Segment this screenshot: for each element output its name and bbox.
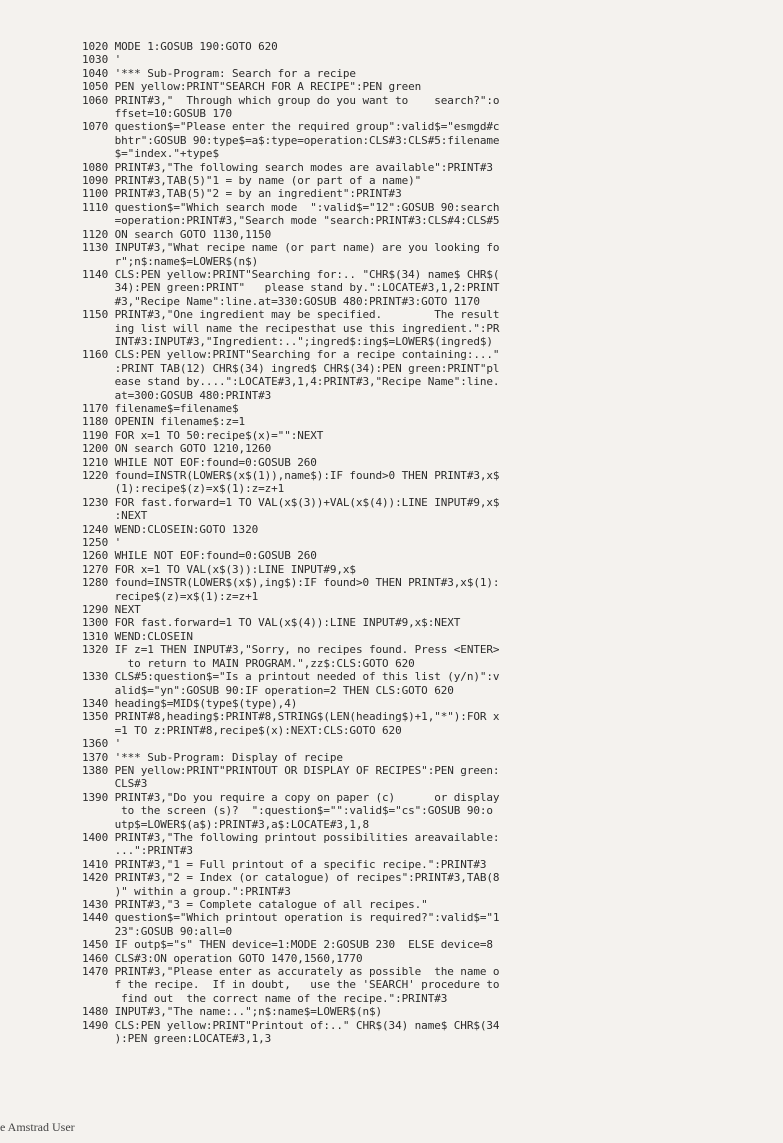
code-line: INT#3:INPUT#3,"Ingredient:..";ingred$:ing$=LOWER$(ingred$) <box>82 334 493 348</box>
code-line: 1460 CLS#3:ON operation GOTO 1470,1560,1770 <box>82 951 363 965</box>
code-line: 1380 PEN yellow:PRINT"PRINTOUT OR DISPLAY OF RECIPES":PEN green: <box>82 763 500 777</box>
code-line: ...":PRINT#3 <box>82 844 193 858</box>
code-line: f the recipe. If in doubt, use the 'SEARCH' procedure to <box>82 978 500 992</box>
code-line: =1 TO z:PRINT#8,recipe$(x):NEXT:CLS:GOTO 620 <box>82 723 402 737</box>
code-line: 1490 CLS:PEN yellow:PRINT"Printout of:.." CHR$(34) name$ CHR$(34 <box>82 1018 500 1032</box>
code-line: 1250 ' <box>82 536 122 550</box>
code-line: 23":GOSUB 90:all=0 <box>82 924 233 938</box>
code-line: 1140 CLS:PEN yellow:PRINT"Searching for:.. "CHR$(34) name$ CHR$( <box>82 267 500 281</box>
code-line: 1450 IF outp$="s" THEN device=1:MODE 2:GOSUB 230 ELSE device=8 <box>82 938 493 952</box>
code-line: 1270 FOR x=1 TO VAL(x$(3)):LINE INPUT#9,x$ <box>82 562 356 576</box>
code-line: 1080 PRINT#3,"The following search modes are available":PRINT#3 <box>82 160 493 174</box>
basic-program-listing <box>82 40 642 1045</box>
code-line: 1030 ' <box>82 53 122 67</box>
code-line: recipe$(z)=x$(1):z=z+1 <box>82 589 259 603</box>
code-line: 1260 WHILE NOT EOF:found=0:GOSUB 260 <box>82 549 317 563</box>
code-line: 1400 PRINT#3,"The following printout possibilities areavailable: <box>82 830 500 844</box>
code-line: :NEXT <box>82 509 148 523</box>
code-line: 1430 PRINT#3,"3 = Complete catalogue of all recipes." <box>82 898 428 911</box>
code-line: 34):PEN green:PRINT" please stand by.":LOCATE#3,1,2:PRINT <box>82 281 500 295</box>
code-line: 1370 '*** Sub-Program: Display of recipe <box>82 750 343 764</box>
code-line: 1310 WEND:CLOSEIN <box>82 629 193 643</box>
page-footer: e Amstrad User <box>0 1120 75 1134</box>
code-line: 1280 found=INSTR(LOWER$(x$),ing$):IF found>0 THEN PRINT#3,x$(1): <box>82 576 500 590</box>
code-line: CLS#3 <box>82 777 148 791</box>
code-line: 1230 FOR fast.forward=1 TO VAL(x$(3))+VAL(x$(4)):LINE INPUT#9,x$ <box>82 495 500 509</box>
code-line: ):PEN green:LOCATE#3,1,3 <box>82 1032 272 1046</box>
code-line: find out the correct name of the recipe.":PRINT#3 <box>82 991 448 1005</box>
code-line: 1440 question$="Which printout operation is required?":valid$="1 <box>82 911 500 925</box>
code-line: ease stand by....":LOCATE#3,1,4:PRINT#3,"Recipe Name":line. <box>82 375 500 389</box>
code-line: bhtr":GOSUB 90:type$=a$:type=operation:CLS#3:CLS#5:filename <box>82 133 500 147</box>
code-line: 1130 INPUT#3,"What recipe name (or part name) are you looking fo <box>82 241 500 255</box>
code-line: #3,"Recipe Name":line.at=330:GOSUB 480:PRINT#3:GOTO 1170 <box>82 294 480 308</box>
code-line: 1300 FOR fast.forward=1 TO VAL(x$(4)):LINE INPUT#9,x$:NEXT <box>82 616 461 630</box>
code-line: )" within a group.":PRINT#3 <box>82 884 291 898</box>
code-line: $="index."+type$ <box>82 147 219 161</box>
code-line: at=300:GOSUB 480:PRINT#3 <box>82 388 272 402</box>
code-line: 1070 question$="Please enter the required group":valid$="esmgd#c <box>82 120 500 134</box>
code-line: to return to MAIN PROGRAM.",zz$:CLS:GOTO 620 <box>82 656 415 670</box>
code-line: 1470 PRINT#3,"Please enter as accurately as possible the name o <box>82 965 500 979</box>
code-line: 1160 CLS:PEN yellow:PRINT"Searching for a recipe containing:..." <box>82 348 500 362</box>
code-line: utp$=LOWER$(a$):PRINT#3,a$:LOCATE#3,1,8 <box>82 817 369 831</box>
code-line: 1330 CLS#5:question$="Is a printout needed of this list (y/n)":v <box>82 670 500 684</box>
code-line: 1220 found=INSTR(LOWER$(x$(1)),name$):IF found>0 THEN PRINT#3,x$ <box>82 469 500 482</box>
code-line: 1050 PEN yellow:PRINT"SEARCH FOR A RECIPE":PEN green <box>82 80 422 94</box>
code-line: 1100 PRINT#3,TAB(5)"2 = by an ingredient":PRINT#3 <box>82 187 402 201</box>
code-line: 1240 WEND:CLOSEIN:GOTO 1320 <box>82 522 259 536</box>
code-line: =operation:PRINT#3,"Search mode "search:PRINT#3:CLS#4:CLS#5 <box>82 214 500 228</box>
code-line: 1040 '*** Sub-Program: Search for a recipe <box>82 66 356 80</box>
code-line: to the screen (s)? ":question$="":valid$="cs":GOSUB 90:o <box>82 804 493 818</box>
code-line: 1020 MODE 1:GOSUB 190:GOTO 620 <box>82 40 278 53</box>
code-line: 1360 ' <box>82 737 122 751</box>
code-line: 1350 PRINT#8,heading$:PRINT#8,STRING$(LEN(heading$)+1,"*"):FOR x <box>82 710 500 724</box>
code-line: 1180 OPENIN filename$:z=1 <box>82 415 246 429</box>
code-line: 1150 PRINT#3,"One ingredient may be specified. The result <box>82 308 500 322</box>
code-line: 1410 PRINT#3,"1 = Full printout of a specific recipe.":PRINT#3 <box>82 857 487 871</box>
code-line: ing list will name the recipesthat use this ingredient.":PR <box>82 321 500 335</box>
code-line: 1420 PRINT#3,"2 = Index (or catalogue) of recipes":PRINT#3,TAB(8 <box>82 871 500 885</box>
code-line: 1190 FOR x=1 TO 50:recipe$(x)="":NEXT <box>82 428 324 442</box>
code-line: 1480 INPUT#3,"The name:..";n$:name$=LOWER$(n$) <box>82 1005 383 1019</box>
code-line: 1210 WHILE NOT EOF:found=0:GOSUB 260 <box>82 455 317 469</box>
code-line: 1290 NEXT <box>82 603 141 617</box>
code-line: alid$="yn":GOSUB 90:IF operation=2 THEN CLS:GOTO 620 <box>82 683 454 697</box>
code-line: 1090 PRINT#3,TAB(5)"1 = by name (or part of a name)" <box>82 174 422 188</box>
code-line: ffset=10:GOSUB 170 <box>82 107 233 121</box>
code-line: 1200 ON search GOTO 1210,1260 <box>82 442 272 456</box>
code-line: 1060 PRINT#3," Through which group do you want to search?":o <box>82 93 500 107</box>
code-line: 1340 heading$=MID$(type$(type),4) <box>82 696 298 710</box>
code-line: 1390 PRINT#3,"Do you require a copy on paper (c) or display <box>82 790 500 804</box>
code-line: 1120 ON search GOTO 1130,1150 <box>82 227 272 241</box>
code-line: 1110 question$="Which search mode ":valid$="12":GOSUB 90:search <box>82 200 500 214</box>
code-line: 1320 IF z=1 THEN INPUT#3,"Sorry, no recipes found. Press <ENTER> <box>82 643 500 657</box>
code-line: (1):recipe$(z)=x$(1):z=z+1 <box>82 482 285 496</box>
code-line: 1170 filename$=filename$ <box>82 401 239 415</box>
code-line: :PRINT TAB(12) CHR$(34) ingred$ CHR$(34):PEN green:PRINT"pl <box>82 361 500 375</box>
code-line: r";n$:name$=LOWER$(n$) <box>82 254 259 268</box>
